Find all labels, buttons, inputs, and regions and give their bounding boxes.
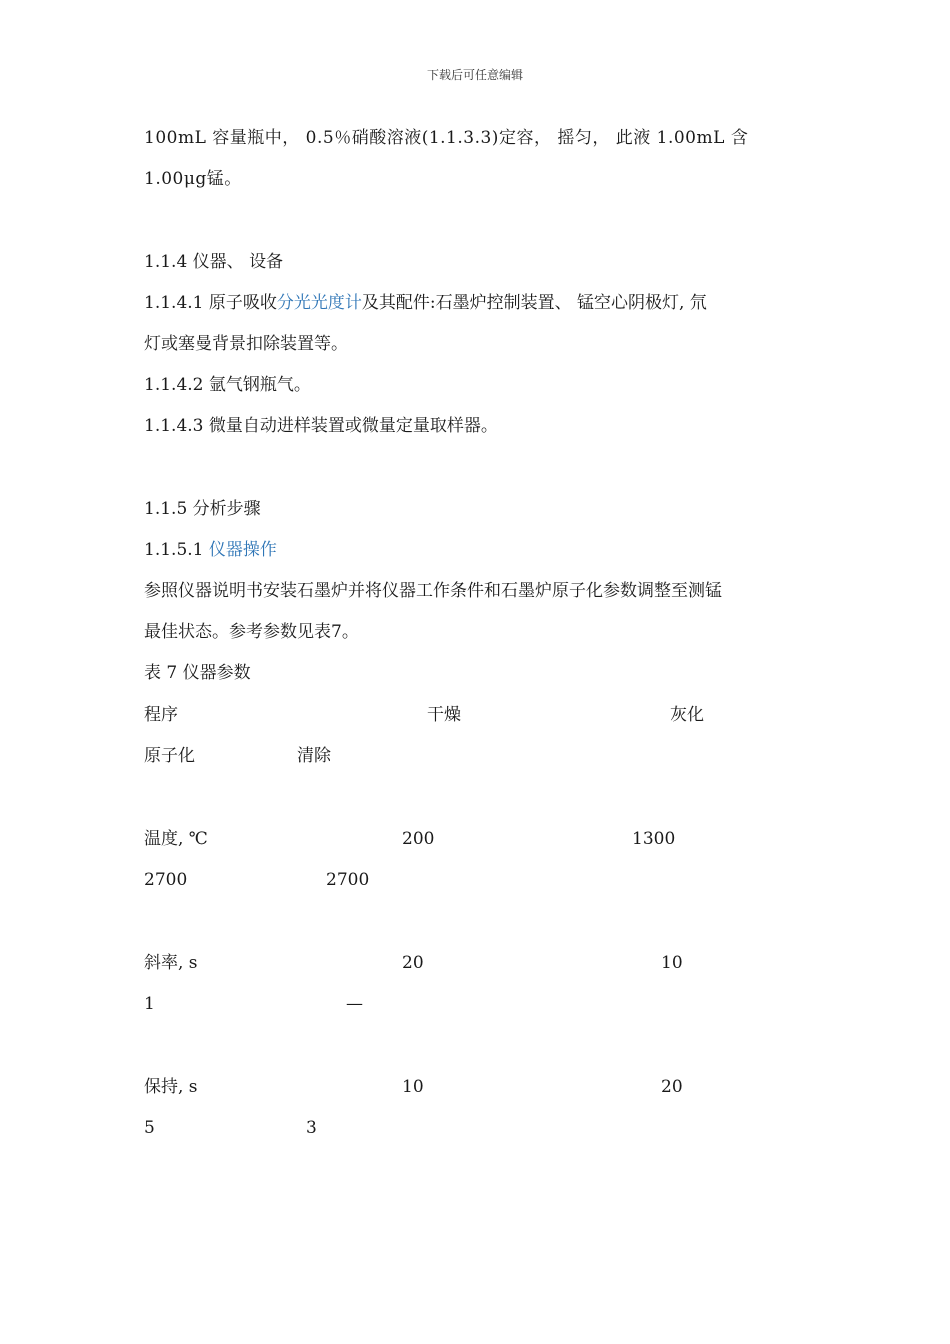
table-row-temp-label: 温度, ℃ [144, 829, 208, 849]
item-1141-suffix: 及其配件:石墨炉控制装置、 锰空心阴极灯, 氘 [361, 293, 707, 313]
item-1151 [144, 539, 277, 561]
table-row-ramp-clean: — [346, 994, 363, 1014]
table-row-temp-ash: 1300 [632, 829, 676, 849]
item-1141 [144, 292, 707, 314]
procedure-line-1: 参照仪器说明书安装石墨炉并将仪器工作条件和石墨炉原子化参数调整至测锰 [144, 581, 722, 601]
item-1151-prefix: 1.1.5.1 [144, 540, 209, 560]
table-row-temp-atomize: 2700 [144, 870, 188, 890]
table-header-clean: 清除 [297, 746, 331, 766]
table-header-ash: 灰化 [670, 705, 704, 725]
table-row-hold-clean: 3 [306, 1118, 317, 1138]
link-spectrophotometer[interactable]: 分光光度计 [276, 293, 362, 313]
intro-line-2: 1.00μg锰。 [144, 169, 242, 189]
link-instrument-operation[interactable]: 仪器操作 [208, 540, 277, 560]
table-row-ramp-ash: 10 [661, 953, 683, 973]
table-row-hold-dry: 10 [402, 1077, 424, 1097]
table-row-ramp-dry: 20 [402, 953, 424, 973]
section-heading-114: 1.1.4 仪器、 设备 [144, 252, 284, 272]
table-row-temp-dry: 200 [402, 829, 435, 849]
page-header-note: 下载后可任意编辑 [426, 68, 523, 82]
section-heading-115: 1.1.5 分析步骤 [144, 499, 261, 519]
table-row-temp-clean: 2700 [326, 870, 370, 890]
intro-line-1: 100mL 容量瓶中， 0.5％硝酸溶液(1.1.3.3)定容， 摇匀， 此液 1.00mL 含 [144, 128, 749, 148]
item-1141-continued: 灯或塞曼背景扣除装置等。 [144, 334, 348, 354]
procedure-line-2: 最佳状态。参考参数见表7。 [144, 622, 359, 642]
item-1141-prefix: 1.1.4.1 原子吸收 [144, 293, 277, 313]
table-title: 表 7 仪器参数 [144, 663, 251, 683]
table-row-ramp-label: 斜率, s [144, 953, 198, 973]
table-row-hold-ash: 20 [661, 1077, 683, 1097]
table-row-ramp-atomize: 1 [144, 994, 155, 1014]
table-header-label: 程序 [144, 705, 178, 725]
table-header-atomize: 原子化 [144, 746, 195, 766]
table-row-hold-label: 保持, s [144, 1077, 198, 1097]
table-row-hold-atomize: 5 [144, 1118, 155, 1138]
item-1142: 1.1.4.2 氩气钢瓶气。 [144, 375, 311, 395]
table-header-dry: 干燥 [427, 705, 461, 725]
item-1143: 1.1.4.3 微量自动进样装置或微量定量取样器。 [144, 416, 498, 436]
